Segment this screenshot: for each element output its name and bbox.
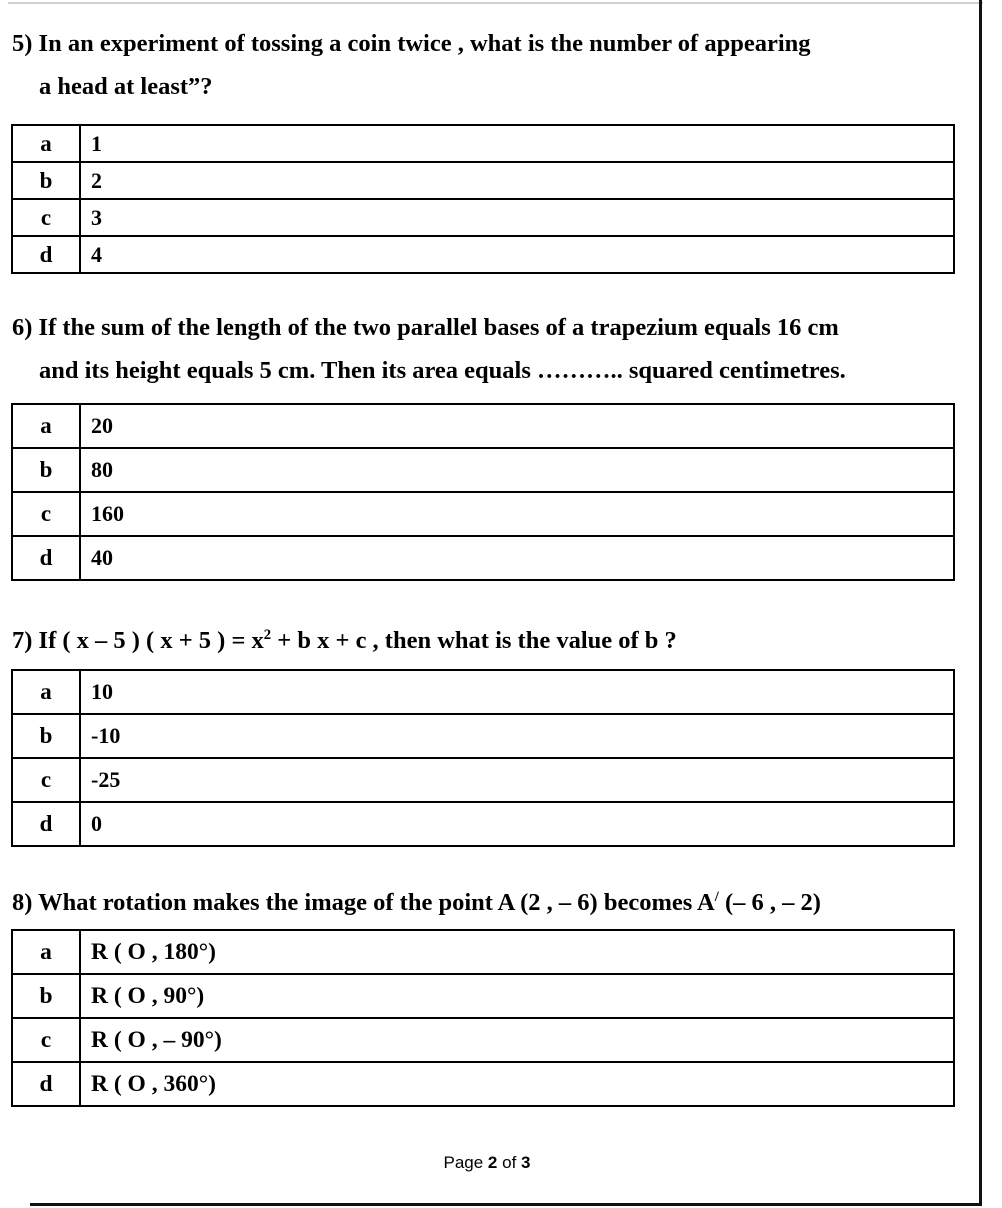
option-text: 10 xyxy=(80,670,954,714)
option-letter: a xyxy=(12,930,80,974)
question-7-text-start: 7) If ( x – 5 ) ( x + 5 ) = x xyxy=(12,627,264,655)
option-text: 2 xyxy=(80,162,954,199)
option-row[interactable] xyxy=(12,404,954,448)
option-text: 4 xyxy=(80,236,954,273)
option-row[interactable] xyxy=(12,802,954,846)
question-7-exponent: 2 xyxy=(263,627,272,643)
option-letter: d xyxy=(12,536,80,580)
option-text: R ( O , 360°) xyxy=(80,1062,954,1106)
question-6 xyxy=(12,313,846,386)
option-text: 0 xyxy=(80,802,954,846)
option-row[interactable] xyxy=(12,236,954,273)
option-row[interactable] xyxy=(12,199,954,236)
page-footer xyxy=(0,1153,974,1173)
option-row[interactable] xyxy=(12,1062,954,1106)
option-text: 160 xyxy=(80,492,954,536)
option-text: 80 xyxy=(80,448,954,492)
option-letter: b xyxy=(12,448,80,492)
question-8-options xyxy=(11,929,955,1107)
option-row[interactable] xyxy=(12,125,954,162)
question-8-text-start: 8) What rotation makes the image of the point A (2 , – 6) becomes A xyxy=(12,889,715,917)
option-row[interactable] xyxy=(12,714,954,758)
option-row[interactable] xyxy=(12,930,954,974)
option-letter: c xyxy=(12,758,80,802)
option-row[interactable] xyxy=(12,670,954,714)
question-6-line1: 6) If the sum of the length of the two parallel bases of a trapezium equals 16 cm xyxy=(12,314,839,341)
question-8 xyxy=(12,882,821,918)
footer-of-word: of xyxy=(502,1153,517,1172)
option-letter: b xyxy=(12,974,80,1018)
option-row[interactable] xyxy=(12,1018,954,1062)
footer-current-page: 2 xyxy=(487,1153,498,1172)
option-row[interactable] xyxy=(12,162,954,199)
option-row[interactable] xyxy=(12,758,954,802)
option-text: 1 xyxy=(80,125,954,162)
option-letter: a xyxy=(12,125,80,162)
option-letter: d xyxy=(12,236,80,273)
option-letter: c xyxy=(12,199,80,236)
option-letter: d xyxy=(12,802,80,846)
question-7-text-end: + b x + c , then what is the value of b ? xyxy=(271,627,677,655)
page-bottom-edge xyxy=(30,1203,982,1206)
question-5-options xyxy=(11,124,955,274)
option-text: R ( O , 90°) xyxy=(80,974,954,1018)
footer-page-word: Page xyxy=(443,1153,484,1172)
page-top-edge xyxy=(8,2,983,4)
option-letter: b xyxy=(12,714,80,758)
question-7 xyxy=(12,620,677,656)
option-letter: b xyxy=(12,162,80,199)
question-5-line1: 5) In an experiment of tossing a coin twice , what is the number of appearing xyxy=(12,30,811,57)
question-6-line2: and its height equals 5 cm. Then its area equals ……….. squared centimetres. xyxy=(39,357,846,384)
option-text: R ( O , 180°) xyxy=(80,930,954,974)
option-letter: c xyxy=(12,1018,80,1062)
option-text: 20 xyxy=(80,404,954,448)
option-letter: c xyxy=(12,492,80,536)
question-8-text-end: (– 6 , – 2) xyxy=(718,889,821,917)
question-6-options xyxy=(11,403,955,581)
question-7-options xyxy=(11,669,955,847)
option-row[interactable] xyxy=(12,492,954,536)
option-row[interactable] xyxy=(12,448,954,492)
option-row[interactable] xyxy=(12,536,954,580)
question-5 xyxy=(12,29,811,102)
option-letter: a xyxy=(12,670,80,714)
option-text: -10 xyxy=(80,714,954,758)
option-text: -25 xyxy=(80,758,954,802)
question-5-line2: a head at least”? xyxy=(39,73,213,100)
option-row[interactable] xyxy=(12,974,954,1018)
option-text: 3 xyxy=(80,199,954,236)
option-letter: d xyxy=(12,1062,80,1106)
question-8-prime-mark: / xyxy=(714,889,719,905)
option-text: 40 xyxy=(80,536,954,580)
page-right-edge xyxy=(979,0,982,1206)
footer-total-pages: 3 xyxy=(521,1153,531,1172)
option-text: R ( O , – 90°) xyxy=(80,1018,954,1062)
option-letter: a xyxy=(12,404,80,448)
